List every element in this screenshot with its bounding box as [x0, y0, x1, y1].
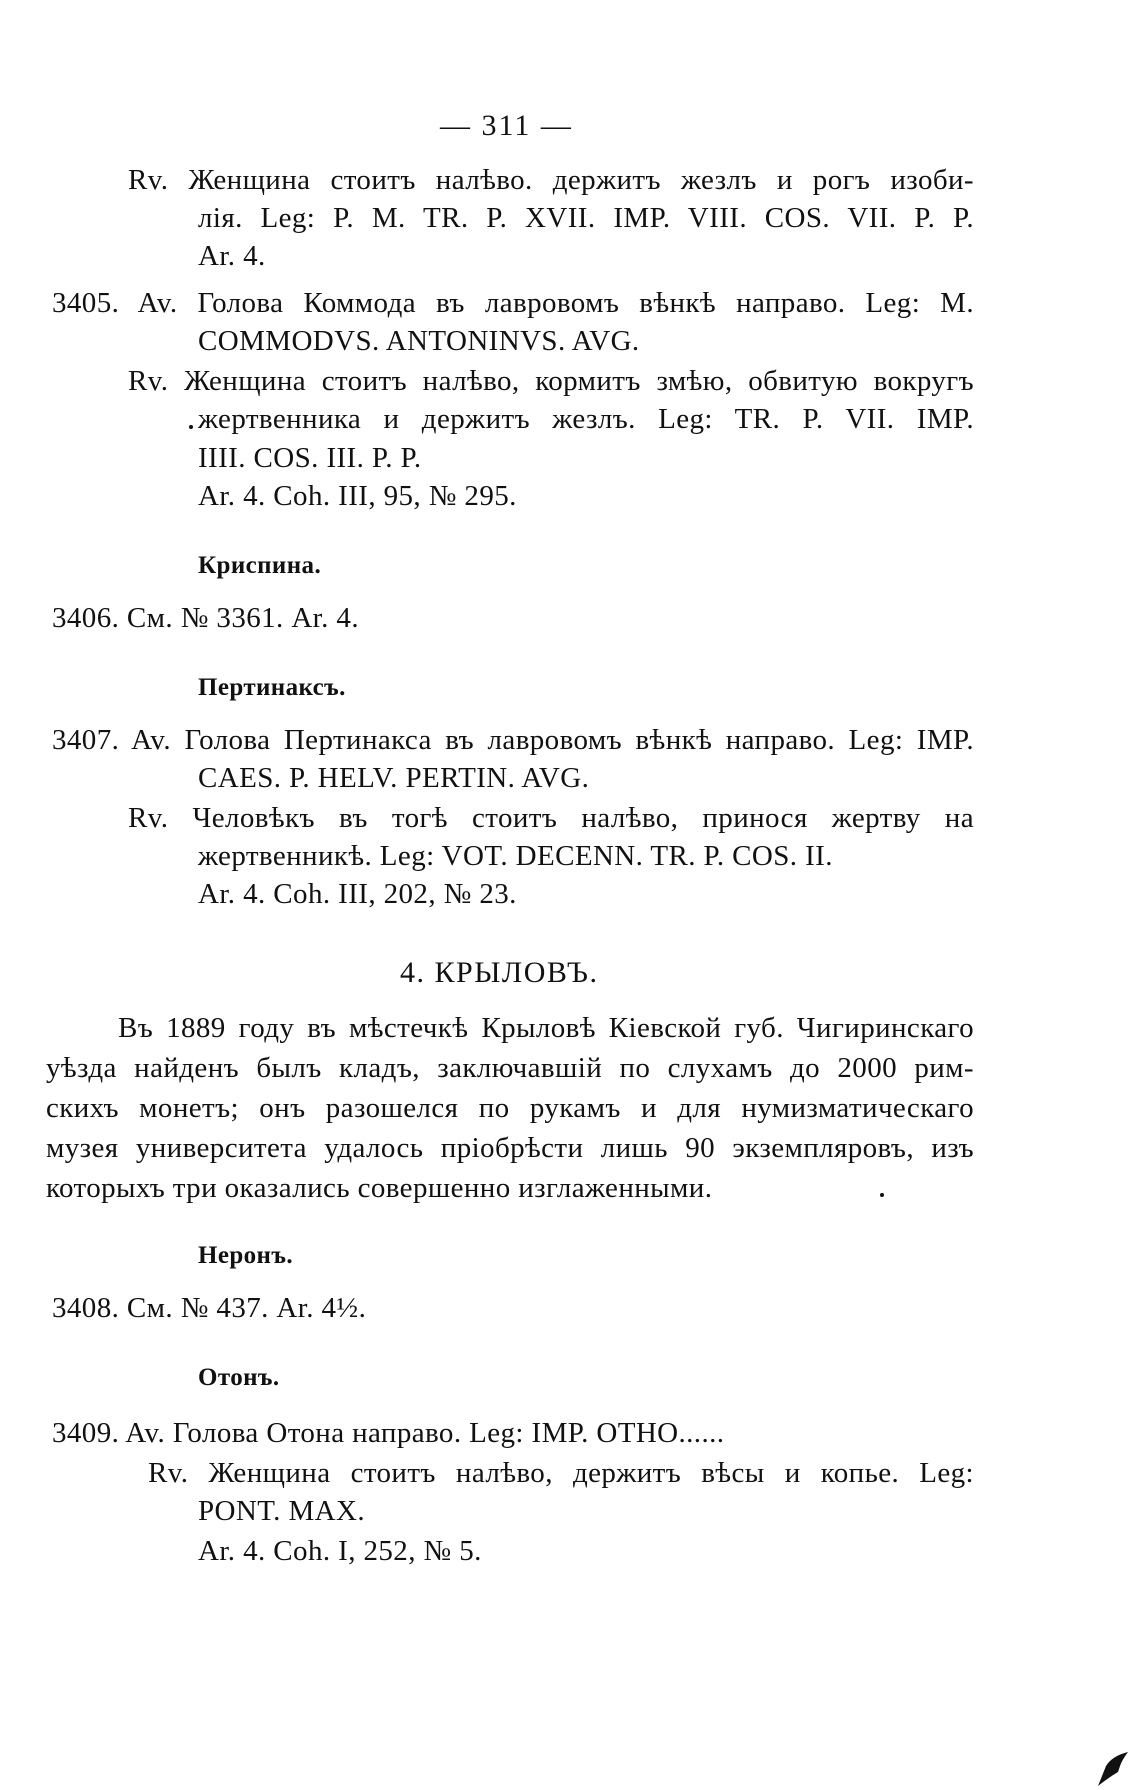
entry-3409-rv-line2: PONT. MAX. — [198, 1495, 365, 1527]
entry-3407-rv-line1: Rv. Человѣкъ въ тогѣ стоитъ налѣво, принося жертву на — [128, 802, 974, 834]
entry-3405-rv-line2: жертвенника и держитъ жезлъ. Leg: TR. P. VII. IMP. — [198, 403, 974, 435]
entry-3409-av-line1: 3409. Av. Голова Отона направо. Leg: IMP. OTHO...... — [52, 1417, 725, 1449]
entry-3405-rv-line3: IIII. COS. III. P. P. — [198, 442, 422, 474]
entry-3407-av-line1: 3407. Av. Голова Пертинакса въ лавровомъ вѣнкѣ направо. Leg: IMP. — [52, 724, 974, 756]
entry-3405-av-line1: 3405. Av. Голова Коммода въ лавровомъ вѣнкѣ направо. Leg: M. — [52, 287, 974, 319]
entry-3404-rv-line1: Rv. Женщина стоитъ налѣво. держитъ жезлъ и рогъ изоби- — [128, 164, 974, 196]
paragraph-line-1: Въ 1889 году въ мѣстечкѣ Крыловѣ Кіевской губ. Чигиринскаго — [118, 1012, 974, 1044]
entry-3405-rv-line1: Rv. Женщина стоитъ налѣво, кормитъ змѣю, обвитую вокругъ — [128, 365, 974, 397]
entry-3409-reference: Ar. 4. Coh. I, 252, № 5. — [198, 1535, 482, 1567]
section-title-krylov: 4. КРЫЛОВЪ. — [400, 956, 599, 989]
section-heading-otho: Отонъ. — [198, 1364, 280, 1391]
entry-3409-rv-line1: Rv. Женщина стоитъ налѣво, держитъ вѣсы и копье. Leg: — [148, 1457, 974, 1489]
entry-3406: 3406. См. № 3361. Ar. 4. — [52, 602, 359, 634]
entry-3404-rv-line2: лія. Leg: P. M. TR. P. XVII. IMP. VIII. COS. VII. P. P. — [198, 202, 974, 234]
stray-dot — [880, 1193, 884, 1197]
entry-3404-metal: Ar. 4. — [198, 240, 266, 272]
entry-3408: 3408. См. № 437. Ar. 4½. — [52, 1292, 367, 1324]
page-number: — 311 — — [440, 109, 573, 142]
paragraph-line-3: скихъ монетъ; онъ разошелся по рукамъ и для нумизматическаго — [46, 1092, 974, 1124]
paragraph-line-5: которыхъ три оказались совершенно изглаженными. — [46, 1172, 713, 1204]
paragraph-line-2: уѣзда найденъ былъ кладъ, заключавшій по слухамъ до 2000 рим- — [46, 1052, 974, 1084]
corner-scan-mark — [1098, 1752, 1132, 1786]
entry-3407-reference: Ar. 4. Coh. III, 202, № 23. — [198, 878, 517, 910]
stray-dot — [189, 425, 193, 429]
section-heading-pertinax: Пертинаксъ. — [198, 674, 346, 701]
entry-3405-reference: Ar. 4. Coh. III, 95, № 295. — [198, 480, 517, 512]
paragraph-line-4: музея университета удалось пріобрѣсти лишь 90 экземпляровъ, изъ — [46, 1132, 974, 1164]
section-heading-crispina: Криспина. — [198, 552, 322, 579]
entry-3407-av-line2: CAES. P. HELV. PERTIN. AVG. — [198, 762, 590, 794]
entry-3407-rv-line2: жертвенникѣ. Leg: VOT. DECENN. TR. P. COS. II. — [198, 840, 833, 872]
entry-3405-av-line2: COMMODVS. ANTONINVS. AVG. — [198, 325, 640, 357]
section-heading-nero: Неронъ. — [198, 1242, 293, 1269]
